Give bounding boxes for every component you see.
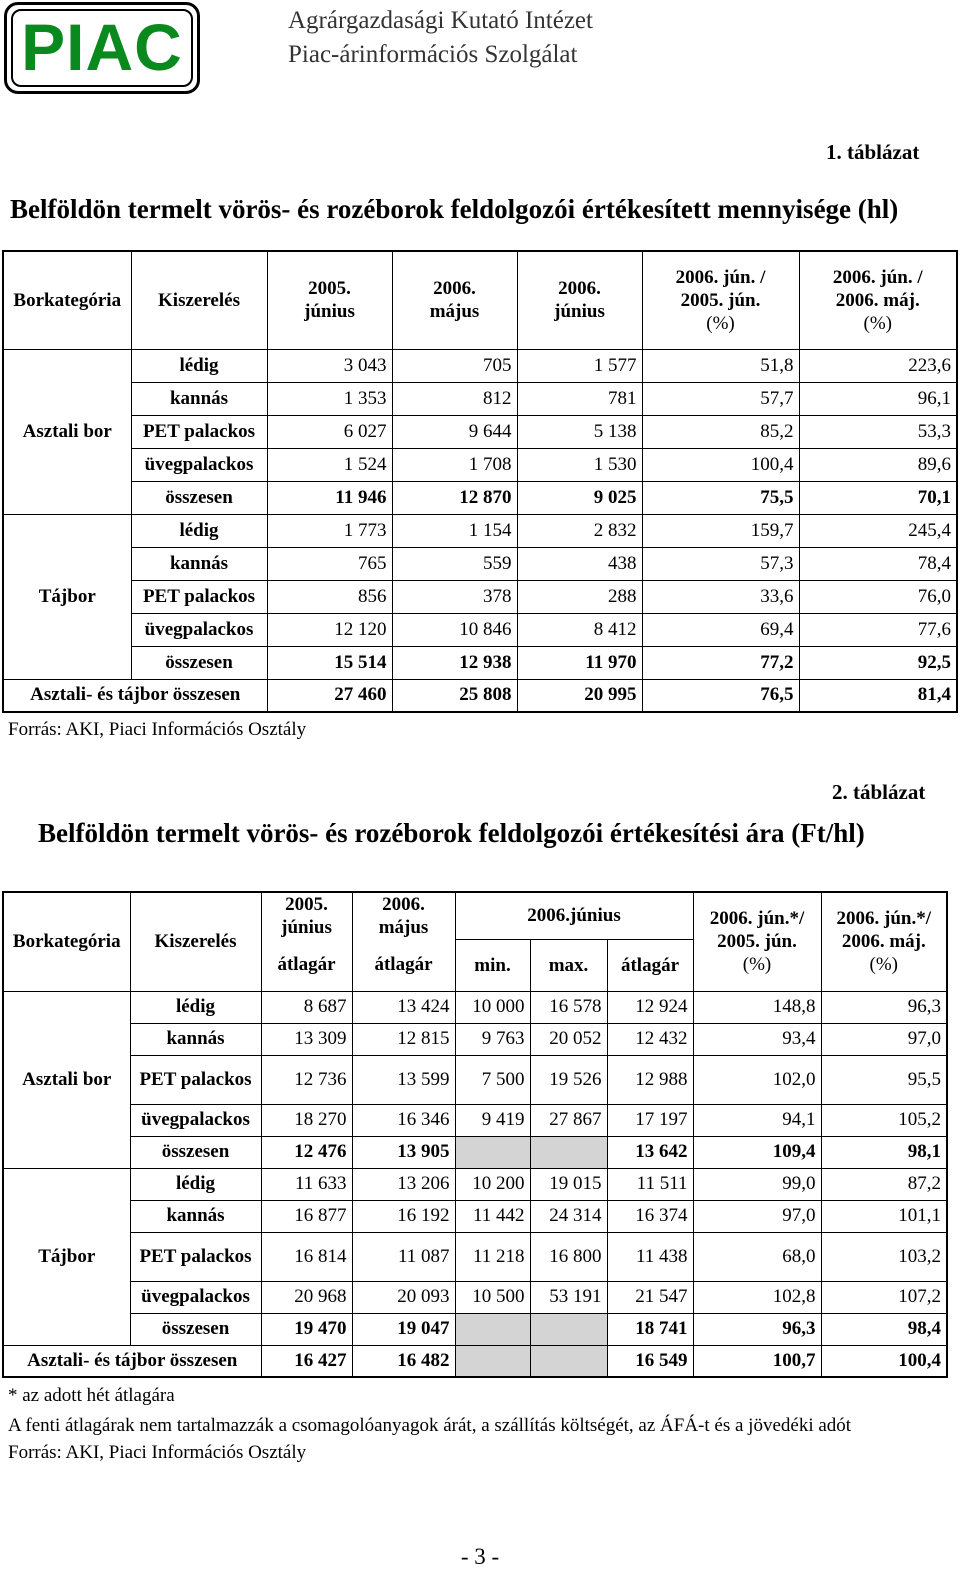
- table-row: [3, 415, 957, 448]
- value-cell: 11 218: [455, 1232, 530, 1281]
- value-cell: 100,4: [642, 448, 799, 481]
- table1-source: Forrás: AKI, Piaci Információs Osztály: [8, 719, 307, 740]
- value-cell: 8 687: [261, 991, 352, 1023]
- table-row: [3, 1104, 947, 1136]
- packaging-cell: üvegpalackos: [131, 448, 267, 481]
- value-cell: 100,7: [693, 1345, 821, 1377]
- value-cell: 12 736: [261, 1055, 352, 1104]
- grand-total-label: Asztali- és tájbor összesen: [3, 679, 267, 712]
- value-cell: 77,2: [642, 646, 799, 679]
- value-cell: 69,4: [642, 613, 799, 646]
- value-cell: 24 314: [530, 1200, 607, 1232]
- table2-number: 2. táblázat: [832, 780, 926, 804]
- packaging-cell: kannás: [131, 547, 267, 580]
- value-cell: [455, 1313, 530, 1345]
- table-row: [3, 481, 957, 514]
- value-cell: [455, 1136, 530, 1168]
- value-cell: 11 438: [607, 1232, 693, 1281]
- value-cell: 12 815: [352, 1023, 455, 1055]
- value-cell: 11 970: [517, 646, 642, 679]
- value-cell: 16 877: [261, 1200, 352, 1232]
- value-cell: 33,6: [642, 580, 799, 613]
- value-cell: 98,4: [821, 1313, 947, 1345]
- table2-footnote: * az adott hét átlagára: [8, 1385, 175, 1406]
- table-row: [3, 580, 957, 613]
- value-cell: 27 867: [530, 1104, 607, 1136]
- value-cell: 25 808: [392, 679, 517, 712]
- header-mom-pct: 2006. jún.*/ 2006. máj. (%): [821, 892, 947, 991]
- packaging-cell: kannás: [131, 382, 267, 415]
- packaging-cell: üvegpalackos: [131, 613, 267, 646]
- value-cell: 99,0: [693, 1168, 821, 1200]
- header-2006-may: 2006. május: [352, 892, 455, 939]
- table-row: [3, 1023, 947, 1055]
- value-cell: 94,1: [693, 1104, 821, 1136]
- table1-title: Belföldön termelt vörös- és rozéborok feldolgozói értékesített mennyisége (hl): [10, 194, 899, 224]
- value-cell: 102,8: [693, 1281, 821, 1313]
- value-cell: 13 905: [352, 1136, 455, 1168]
- table-row: [3, 382, 957, 415]
- header-avg-2005: átlagár: [261, 939, 352, 991]
- value-cell: 16 192: [352, 1200, 455, 1232]
- value-cell: 2 832: [517, 514, 642, 547]
- value-cell: 781: [517, 382, 642, 415]
- table1-number: 1. táblázat: [826, 140, 920, 164]
- value-cell: 8 412: [517, 613, 642, 646]
- value-cell: 12 476: [261, 1136, 352, 1168]
- table-row: [3, 1136, 947, 1168]
- value-cell: 92,5: [799, 646, 957, 679]
- page-number: - 3 -: [460, 1544, 500, 1569]
- value-cell: 103,2: [821, 1232, 947, 1281]
- logo-text: PIAC: [21, 10, 183, 84]
- grand-total-row: [3, 1345, 947, 1377]
- packaging-cell: kannás: [130, 1200, 261, 1232]
- table-row: [3, 646, 957, 679]
- packaging-cell: PET palackos: [130, 1232, 261, 1281]
- packaging-cell: összesen: [130, 1136, 261, 1168]
- packaging-cell: összesen: [130, 1313, 261, 1345]
- header-category: Borkategória: [3, 251, 131, 349]
- value-cell: 102,0: [693, 1055, 821, 1104]
- value-cell: 245,4: [799, 514, 957, 547]
- value-cell: 107,2: [821, 1281, 947, 1313]
- value-cell: [530, 1345, 607, 1377]
- category-cell: Tájbor: [3, 514, 131, 679]
- value-cell: 1 524: [267, 448, 392, 481]
- value-cell: 16 549: [607, 1345, 693, 1377]
- value-cell: 96,3: [821, 991, 947, 1023]
- value-cell: 10 500: [455, 1281, 530, 1313]
- value-cell: 559: [392, 547, 517, 580]
- value-cell: 13 642: [607, 1136, 693, 1168]
- value-cell: [530, 1313, 607, 1345]
- value-cell: 16 427: [261, 1345, 352, 1377]
- table-row: [3, 1281, 947, 1313]
- value-cell: 70,1: [799, 481, 957, 514]
- value-cell: 95,5: [821, 1055, 947, 1104]
- value-cell: 20 968: [261, 1281, 352, 1313]
- value-cell: 3 043: [267, 349, 392, 382]
- table2: [2, 891, 948, 1378]
- value-cell: 11 442: [455, 1200, 530, 1232]
- value-cell: [530, 1136, 607, 1168]
- value-cell: 18 741: [607, 1313, 693, 1345]
- header-avg-2006-june: átlagár: [607, 939, 693, 991]
- value-cell: 223,6: [799, 349, 957, 382]
- value-cell: 17 197: [607, 1104, 693, 1136]
- value-cell: 13 206: [352, 1168, 455, 1200]
- value-cell: 20 052: [530, 1023, 607, 1055]
- value-cell: 1 773: [267, 514, 392, 547]
- table-row: [3, 1232, 947, 1281]
- packaging-cell: lédig: [130, 991, 261, 1023]
- header-2006-june: 2006.június: [455, 892, 693, 939]
- value-cell: 13 309: [261, 1023, 352, 1055]
- value-cell: 10 200: [455, 1168, 530, 1200]
- table-row: [3, 514, 957, 547]
- header-2006-june: 2006. június: [517, 251, 642, 349]
- institute-name: [288, 4, 593, 72]
- value-cell: 12 938: [392, 646, 517, 679]
- value-cell: 18 270: [261, 1104, 352, 1136]
- value-cell: 12 870: [392, 481, 517, 514]
- value-cell: 1 708: [392, 448, 517, 481]
- value-cell: 705: [392, 349, 517, 382]
- value-cell: 10 000: [455, 991, 530, 1023]
- value-cell: 12 120: [267, 613, 392, 646]
- value-cell: 16 346: [352, 1104, 455, 1136]
- table2-source: Forrás: AKI, Piaci Információs Osztály: [8, 1442, 307, 1463]
- value-cell: 10 846: [392, 613, 517, 646]
- header-packaging: Kiszerelés: [130, 892, 261, 991]
- value-cell: 7 500: [455, 1055, 530, 1104]
- value-cell: 11 633: [261, 1168, 352, 1200]
- value-cell: 51,8: [642, 349, 799, 382]
- value-cell: [455, 1345, 530, 1377]
- value-cell: 97,0: [693, 1200, 821, 1232]
- value-cell: 85,2: [642, 415, 799, 448]
- table-row: [3, 1200, 947, 1232]
- value-cell: 16 800: [530, 1232, 607, 1281]
- value-cell: 438: [517, 547, 642, 580]
- packaging-cell: lédig: [131, 349, 267, 382]
- packaging-cell: PET palackos: [131, 415, 267, 448]
- value-cell: 87,2: [821, 1168, 947, 1200]
- table2-title: Belföldön termelt vörös- és rozéborok feldolgozói értékesítési ára (Ft/hl): [38, 818, 865, 848]
- category-cell: Tájbor: [3, 1168, 130, 1345]
- packaging-cell: lédig: [131, 514, 267, 547]
- packaging-cell: üvegpalackos: [130, 1104, 261, 1136]
- value-cell: 68,0: [693, 1232, 821, 1281]
- table-row: [3, 1313, 947, 1345]
- value-cell: 97,0: [821, 1023, 947, 1055]
- value-cell: 96,3: [693, 1313, 821, 1345]
- table-row: [3, 1055, 947, 1104]
- value-cell: 1 154: [392, 514, 517, 547]
- value-cell: 98,1: [821, 1136, 947, 1168]
- value-cell: 19 015: [530, 1168, 607, 1200]
- value-cell: 16 814: [261, 1232, 352, 1281]
- value-cell: 12 988: [607, 1055, 693, 1104]
- header-max: max.: [530, 939, 607, 991]
- value-cell: 76,0: [799, 580, 957, 613]
- header-2006-may: 2006. május: [392, 251, 517, 349]
- value-cell: 5 138: [517, 415, 642, 448]
- packaging-cell: üvegpalackos: [130, 1281, 261, 1313]
- value-cell: 53 191: [530, 1281, 607, 1313]
- value-cell: 20 093: [352, 1281, 455, 1313]
- header-min: min.: [455, 939, 530, 991]
- value-cell: 12 924: [607, 991, 693, 1023]
- value-cell: 109,4: [693, 1136, 821, 1168]
- value-cell: 21 547: [607, 1281, 693, 1313]
- value-cell: 19 526: [530, 1055, 607, 1104]
- table-row: [3, 349, 957, 382]
- header-mom-pct: 2006. jún. / 2006. máj. (%): [799, 251, 957, 349]
- value-cell: 16 578: [530, 991, 607, 1023]
- value-cell: 101,1: [821, 1200, 947, 1232]
- value-cell: 11 087: [352, 1232, 455, 1281]
- header-avg-2006-may: átlagár: [352, 939, 455, 991]
- value-cell: 11 946: [267, 481, 392, 514]
- grand-total-label: Asztali- és tájbor összesen: [3, 1345, 261, 1377]
- value-cell: 105,2: [821, 1104, 947, 1136]
- value-cell: 16 482: [352, 1345, 455, 1377]
- value-cell: 378: [392, 580, 517, 613]
- value-cell: 15 514: [267, 646, 392, 679]
- value-cell: 78,4: [799, 547, 957, 580]
- value-cell: 6 027: [267, 415, 392, 448]
- value-cell: 12 432: [607, 1023, 693, 1055]
- value-cell: 13 599: [352, 1055, 455, 1104]
- table2-note: A fenti átlagárak nem tartalmazzák a csomagolóanyagok árát, a szállítás költségét, az ÁFÁ-t és a jövedéki adót: [8, 1415, 852, 1436]
- value-cell: 77,6: [799, 613, 957, 646]
- value-cell: 765: [267, 547, 392, 580]
- value-cell: 11 511: [607, 1168, 693, 1200]
- value-cell: 75,5: [642, 481, 799, 514]
- table-row: [3, 991, 947, 1023]
- header-category: Borkategória: [3, 892, 130, 991]
- value-cell: 1 530: [517, 448, 642, 481]
- value-cell: 93,4: [693, 1023, 821, 1055]
- value-cell: 148,8: [693, 991, 821, 1023]
- piac-logo: [4, 2, 200, 94]
- table-row: [3, 448, 957, 481]
- value-cell: 9 644: [392, 415, 517, 448]
- value-cell: 9 025: [517, 481, 642, 514]
- value-cell: 100,4: [821, 1345, 947, 1377]
- category-cell: Asztali bor: [3, 991, 130, 1168]
- value-cell: 20 995: [517, 679, 642, 712]
- value-cell: 96,1: [799, 382, 957, 415]
- packaging-cell: összesen: [131, 481, 267, 514]
- header-packaging: Kiszerelés: [131, 251, 267, 349]
- value-cell: 16 374: [607, 1200, 693, 1232]
- header-2005-june: 2005. június: [261, 892, 352, 939]
- value-cell: 856: [267, 580, 392, 613]
- packaging-cell: összesen: [131, 646, 267, 679]
- institute-line-1: Agrárgazdasági Kutató Intézet: [288, 7, 593, 34]
- table1-header-row: [3, 251, 957, 349]
- table-row: [3, 1168, 947, 1200]
- table-row: [3, 613, 957, 646]
- value-cell: 57,3: [642, 547, 799, 580]
- value-cell: 9 763: [455, 1023, 530, 1055]
- value-cell: 1 577: [517, 349, 642, 382]
- value-cell: 53,3: [799, 415, 957, 448]
- table2-header-row-1: [3, 892, 947, 939]
- header-yoy-pct: 2006. jún.*/ 2005. jún. (%): [693, 892, 821, 991]
- value-cell: 812: [392, 382, 517, 415]
- value-cell: 57,7: [642, 382, 799, 415]
- header-2005-june: 2005. június: [267, 251, 392, 349]
- packaging-cell: lédig: [130, 1168, 261, 1200]
- packaging-cell: PET palackos: [131, 580, 267, 613]
- value-cell: 9 419: [455, 1104, 530, 1136]
- value-cell: 27 460: [267, 679, 392, 712]
- value-cell: 76,5: [642, 679, 799, 712]
- value-cell: 13 424: [352, 991, 455, 1023]
- table-row: [3, 547, 957, 580]
- value-cell: 19 470: [261, 1313, 352, 1345]
- value-cell: 1 353: [267, 382, 392, 415]
- category-cell: Asztali bor: [3, 349, 131, 514]
- value-cell: 81,4: [799, 679, 957, 712]
- institute-line-2: Piac-árinformációs Szolgálat: [288, 41, 578, 68]
- value-cell: 288: [517, 580, 642, 613]
- table1: [2, 250, 958, 713]
- value-cell: 89,6: [799, 448, 957, 481]
- packaging-cell: kannás: [130, 1023, 261, 1055]
- packaging-cell: PET palackos: [130, 1055, 261, 1104]
- value-cell: 19 047: [352, 1313, 455, 1345]
- grand-total-row: [3, 679, 957, 712]
- header-yoy-pct: 2006. jún. / 2005. jún. (%): [642, 251, 799, 349]
- value-cell: 159,7: [642, 514, 799, 547]
